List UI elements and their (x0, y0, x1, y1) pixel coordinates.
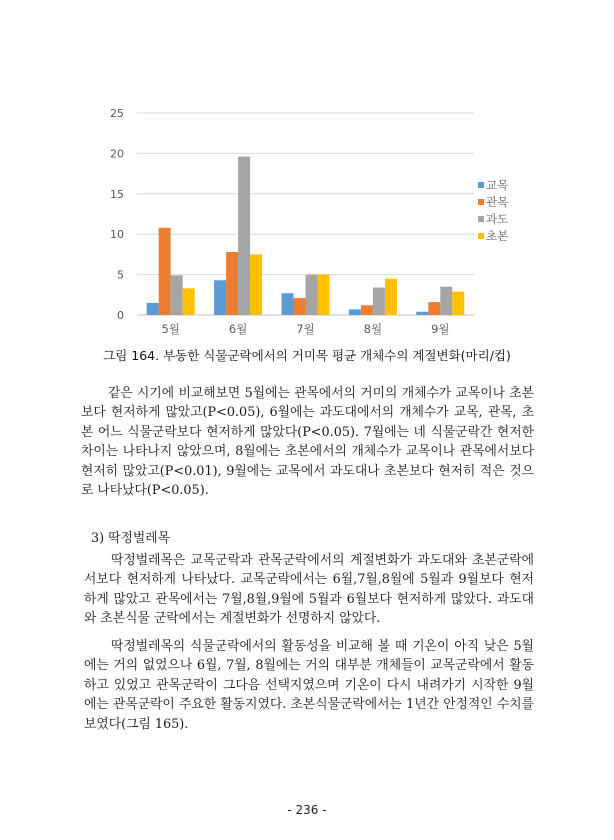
bar (385, 279, 397, 315)
x-axis-ticks (161, 322, 449, 336)
legend-swatch (478, 199, 484, 205)
body-paragraph-2: 딱정벌레목은 교목군락과 관목군락에서의 계절변화가 과도대와 초본군락에서보다 현저하게 나타났다. 교목군락에서는 6월,7월,8월에 5월과 9월보다 현저하게 많았고 관목에서는 7월,8월,9월에 5월과 6월보다 현저하게 많았다. 과도대와 초본식물 군락에서는 계절변화가 선명하지 않았다. (84, 553, 534, 627)
y-tick-label: 0 (117, 309, 124, 322)
bar (373, 288, 385, 315)
legend-swatch (478, 233, 484, 239)
bar-chart (0, 0, 614, 340)
bar (349, 309, 361, 315)
x-tick-label: 8월 (363, 322, 383, 336)
bar (147, 303, 159, 315)
bar (171, 275, 183, 315)
x-tick-label: 9월 (431, 322, 450, 336)
bar (282, 293, 294, 315)
y-tick-label: 25 (110, 107, 124, 120)
y-axis-ticks (110, 107, 124, 322)
y-tick-label: 15 (110, 187, 124, 201)
body-paragraph-3: 딱정벌레목의 식물군락에서의 활동성을 비교해 볼 때 기온이 아직 낮은 5월에는 거의 없었으나 6월, 7월, 8월에는 거의 대부분 개체들이 교목군락에서 활동하고 있었고 관목군락이 그다음 선택지였으며 기온이 다시 내려가기 시작한 9월에는 관목군락이 주요한 활동지였다. 초본식물군락에서는 1년간 안정적인 수치를 보였다(그림 165). (84, 639, 534, 732)
page-number: - 236 - (287, 803, 327, 817)
chart-bars (147, 157, 465, 315)
bar (440, 287, 452, 315)
x-tick-label: 7월 (296, 322, 315, 336)
bar (159, 228, 171, 315)
bar (361, 305, 373, 315)
chart-legend (478, 178, 508, 243)
legend-label: 과도 (486, 212, 509, 226)
legend-label: 관목 (486, 195, 509, 209)
bar (250, 254, 262, 315)
section-heading: 3) 딱정벌레목 (91, 531, 171, 546)
legend-swatch (478, 216, 484, 222)
y-tick-label: 10 (110, 228, 124, 242)
y-tick-label: 20 (110, 147, 124, 161)
bar (416, 312, 428, 315)
bar (183, 288, 195, 315)
bar (428, 302, 440, 315)
bar (226, 252, 238, 315)
x-tick-label: 5월 (161, 322, 180, 336)
legend-label: 교목 (486, 178, 509, 192)
legend-label: 초본 (486, 229, 509, 243)
bar (452, 292, 464, 315)
bar (306, 275, 318, 315)
figure-caption: 그림 164. 부동한 식물군락에서의 거미목 평균 개체수의 계절변화(마리/컵) (103, 348, 511, 363)
bar (238, 157, 250, 315)
bar (214, 280, 226, 315)
bar (318, 275, 330, 315)
x-tick-label: 6월 (228, 322, 248, 336)
body-paragraph-1: 같은 시기에 비교해보면 5월에는 관목에서의 거미의 개체수가 교목이나 초본보다 현저하게 많았고(P<0.05), 6월에는 과도대에서의 개체수가 교목, 관목, 초본 어느 식물군락보다 현저하게 많았다(P<0.05). 7월에는 네 식물군락간 현저한 차이는 나타나지 않았으며, 8월에는 초본에서의 개체수가 교목이나 관목에서보다 현저히 많았고(P<0.01), 9월에는 교목에서 과도대나 초본보다 현저히 적은 것으로 나타났다(P<0.05). (81, 386, 534, 499)
y-tick-label: 5 (117, 268, 124, 282)
legend-swatch (478, 182, 484, 188)
bar (294, 298, 306, 315)
